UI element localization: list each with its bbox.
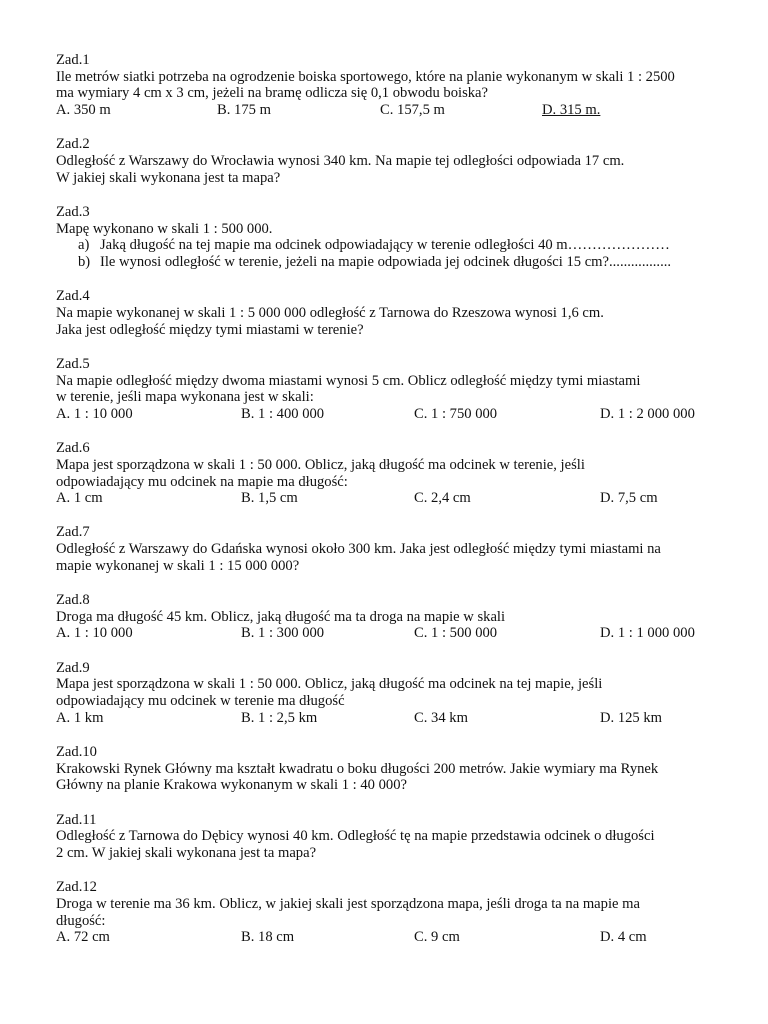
task-text-line: Odległość z Tarnowa do Dębicy wynosi 40 km. Odległość tę na mapie przedstawia odcinek o długości (56, 828, 655, 845)
task-11 (56, 812, 726, 862)
answer-option-b: B. 1 : 300 000 (241, 625, 325, 642)
answer-option-b: B. 1,5 cm (241, 490, 298, 507)
task-2 (56, 136, 726, 186)
answer-option-a: A. 1 km (56, 709, 104, 726)
answer-options (56, 490, 726, 507)
task-title: Zad.7 (56, 524, 90, 541)
worksheet (56, 52, 726, 946)
task-text-line: W jakiej skali wykonana jest ta mapa? (56, 169, 281, 186)
subquestion-label: b) (78, 254, 91, 271)
answer-option-b: B. 18 cm (241, 929, 295, 946)
answer-option-b: B. 175 m (217, 102, 271, 119)
task-7 (56, 524, 726, 574)
task-title: Zad.3 (56, 203, 90, 220)
task-title: Zad.12 (56, 879, 97, 896)
task-text-line: Na mapie odległość między dwoma miastami wynosi 5 cm. Oblicz odległość między tymi miastami (56, 372, 641, 389)
task-text-line: Główny na planie Krakowa wykonanym w skali 1 : 40 000? (56, 777, 407, 794)
task-10 (56, 744, 726, 794)
answer-option-b: B. 1 : 2,5 km (241, 709, 318, 726)
task-title: Zad.8 (56, 592, 90, 609)
task-title: Zad.5 (56, 355, 90, 372)
answer-option-c: C. 1 : 500 000 (414, 625, 498, 642)
subquestion-a (56, 237, 726, 254)
task-3 (56, 204, 726, 271)
task-text-line: Droga ma długość 45 km. Oblicz, jaką długość ma ta droga na mapie w skali (56, 608, 506, 625)
answer-option-c: C. 2,4 cm (414, 490, 471, 507)
task-text-line: Droga w terenie ma 36 km. Oblicz, w jakiej skali jest sporządzona mapa, jeśli droga ta na mapie ma (56, 895, 640, 912)
task-title: Zad.4 (56, 288, 90, 305)
task-text-line: długość: (56, 912, 106, 929)
task-9 (56, 660, 726, 727)
task-text-line: Mapa jest sporządzona w skali 1 : 50 000. Oblicz, jaką długość ma odcinek w terenie, jeśli (56, 456, 585, 473)
task-text-line: Krakowski Rynek Główny ma kształt kwadratu o boku długości 200 metrów. Jakie wymiary ma Rynek (56, 760, 659, 777)
answer-option-d: D. 125 km (600, 709, 663, 726)
task-text-line: Odległość z Warszawy do Wrocławia wynosi 340 km. Na mapie tej odległości odpowiada 17 cm. (56, 153, 625, 169)
task-5 (56, 356, 726, 423)
task-text-line: 2 cm. W jakiej skali wykonana jest ta mapa? (56, 844, 317, 861)
answer-options (56, 102, 726, 119)
answer-option-a: A. 1 : 10 000 (56, 405, 133, 422)
answer-option-d: D. 1 : 2 000 000 (600, 405, 695, 422)
subquestion-text: Ile wynosi odległość w terenie, jeżeli na mapie odpowiada jej odcinek długości 15 cm?................. (100, 254, 672, 271)
answer-options (56, 625, 726, 642)
task-text-line: Odległość z Warszawy do Gdańska wynosi około 300 km. Jaka jest odległość między tymi miastami na (56, 541, 661, 558)
answer-option-a: A. 72 cm (56, 929, 110, 946)
answer-option-a: A. 1 cm (56, 490, 103, 507)
answer-option-a: A. 1 : 10 000 (56, 625, 133, 642)
task-text-line: Mapa jest sporządzona w skali 1 : 50 000. Oblicz, jaką długość ma odcinek na tej mapie, jeśli (56, 676, 603, 693)
task-text-line: Jaka jest odległość między tymi miastami w terenie? (56, 321, 364, 338)
answer-option-c: C. 157,5 m (380, 102, 445, 119)
answer-option-d-underlined: D. 315 m. (542, 102, 601, 119)
task-text-line: mapie wykonanej w skali 1 : 15 000 000? (56, 557, 300, 574)
answer-option-c: C. 9 cm (414, 929, 460, 946)
task-text-line: odpowiadający mu odcinek na mapie ma długość: (56, 473, 348, 490)
subquestion-label: a) (78, 237, 90, 254)
task-text-line: Ile metrów siatki potrzeba na ogrodzenie boiska sportowego, które na planie wykonanym w skali 1 : 2500 (56, 68, 675, 85)
task-12 (56, 879, 726, 946)
answer-option-b: B. 1 : 400 000 (241, 405, 325, 422)
answer-option-c: C. 1 : 750 000 (414, 405, 498, 422)
task-title: Zad.10 (56, 743, 97, 760)
task-text-line: Mapę wykonano w skali 1 : 500 000. (56, 220, 273, 237)
task-title: Zad.6 (56, 440, 90, 457)
task-8 (56, 592, 726, 642)
task-6 (56, 440, 726, 507)
task-text-line: odpowiadający mu odcinek w terenie ma długość (56, 693, 345, 710)
subquestion-text: Jaką długość na tej mapie ma odcinek odpowiadający w terenie odległości 40 m………………… (100, 237, 670, 254)
task-1 (56, 52, 726, 119)
task-text-line: Na mapie wykonanej w skali 1 : 5 000 000 odległość z Tarnowa do Rzeszowa wynosi 1,6 cm. (56, 304, 604, 321)
task-text-line: w terenie, jeśli mapa wykonana jest w skali: (56, 389, 314, 406)
answer-option-d: D. 1 : 1 000 000 (600, 625, 695, 642)
answer-option-d: D. 4 cm (600, 929, 647, 946)
task-title: Zad.1 (56, 52, 90, 68)
task-4 (56, 288, 726, 338)
subquestion-b (56, 254, 726, 271)
answer-option-a: A. 350 m (56, 102, 111, 119)
answer-option-d: D. 7,5 cm (600, 490, 658, 507)
answer-options (56, 406, 726, 423)
answer-option-c: C. 34 km (414, 709, 468, 726)
task-title: Zad.2 (56, 136, 90, 153)
answer-options (56, 710, 726, 727)
task-title: Zad.11 (56, 811, 97, 828)
task-title: Zad.9 (56, 659, 90, 676)
answer-options (56, 929, 726, 946)
task-text-line: ma wymiary 4 cm x 3 cm, jeżeli na bramę odlicza się 0,1 obwodu boiska? (56, 85, 489, 102)
